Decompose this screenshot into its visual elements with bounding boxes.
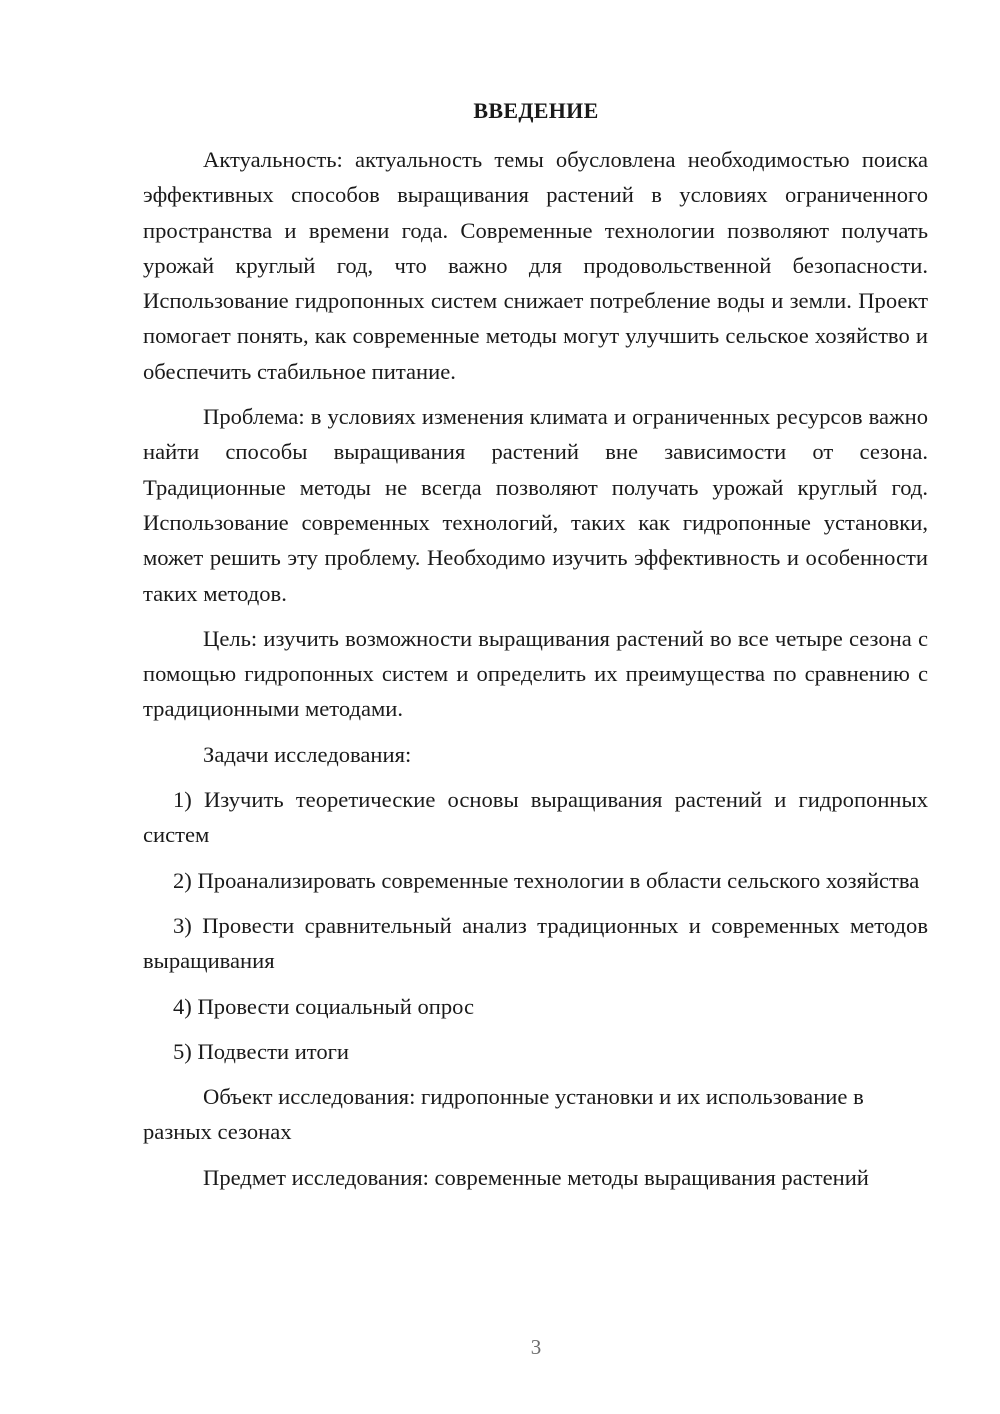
task-item-3: 3) Провести сравнительный анализ традиционных и современных методов выращивания [143,912,928,974]
paragraph-problem: Проблема: в условиях изменения климата и ограниченных ресурсов важно найти способы выращивания растений вне зависимости от сезона. Традиционные методы не всегда позволяют получать урожай круглый год. Использование современных технологий, таких как гидропонные установки, может решить эту проблему. Необходимо изучить эффективность и особенности таких методов. [143,404,928,606]
task-item-4: 4) Провести социальный опрос [173,993,475,1019]
task-item-1: 1) Изучить теоретические основы выращивания растений и гидропонных систем [143,787,928,848]
paragraph-tasks-heading: Задачи исследования: [203,741,412,767]
paragraph-relevance: Актуальность: актуальность темы обусловлена необходимостью поиска эффективных способов выращивания растений в условиях ограниченного пространства и времени года. Современные технологии позволяют получать урожай круглый год, что важно для продовольственной безопасности. Использование гидропонных систем снижает потребление воды и земли. Проект помогает понять, как современные методы могут улучшить сельское хозяйство и обеспечить стабильное питание. [143,147,928,384]
body-text [143,142,928,1205]
page-number: 3 [530,1335,542,1359]
section-title: ВВЕДЕНИЕ [473,98,599,123]
paragraph-object: Объект исследования: гидропонные установки и их использование в разных сезонах [143,1084,864,1145]
paragraph-goal: Цель: изучить возможности выращивания растений во все четыре сезона с помощью гидропонных систем и определить их преимущества по сравнению с традиционными методами. [143,625,928,722]
task-item-2: 2) Проанализировать современные технологии в области сельского хозяйства [173,867,920,893]
task-item-5: 5) Подвести итоги [173,1038,350,1064]
paragraph-subject: Предмет исследования: современные методы выращивания растений [203,1164,869,1190]
